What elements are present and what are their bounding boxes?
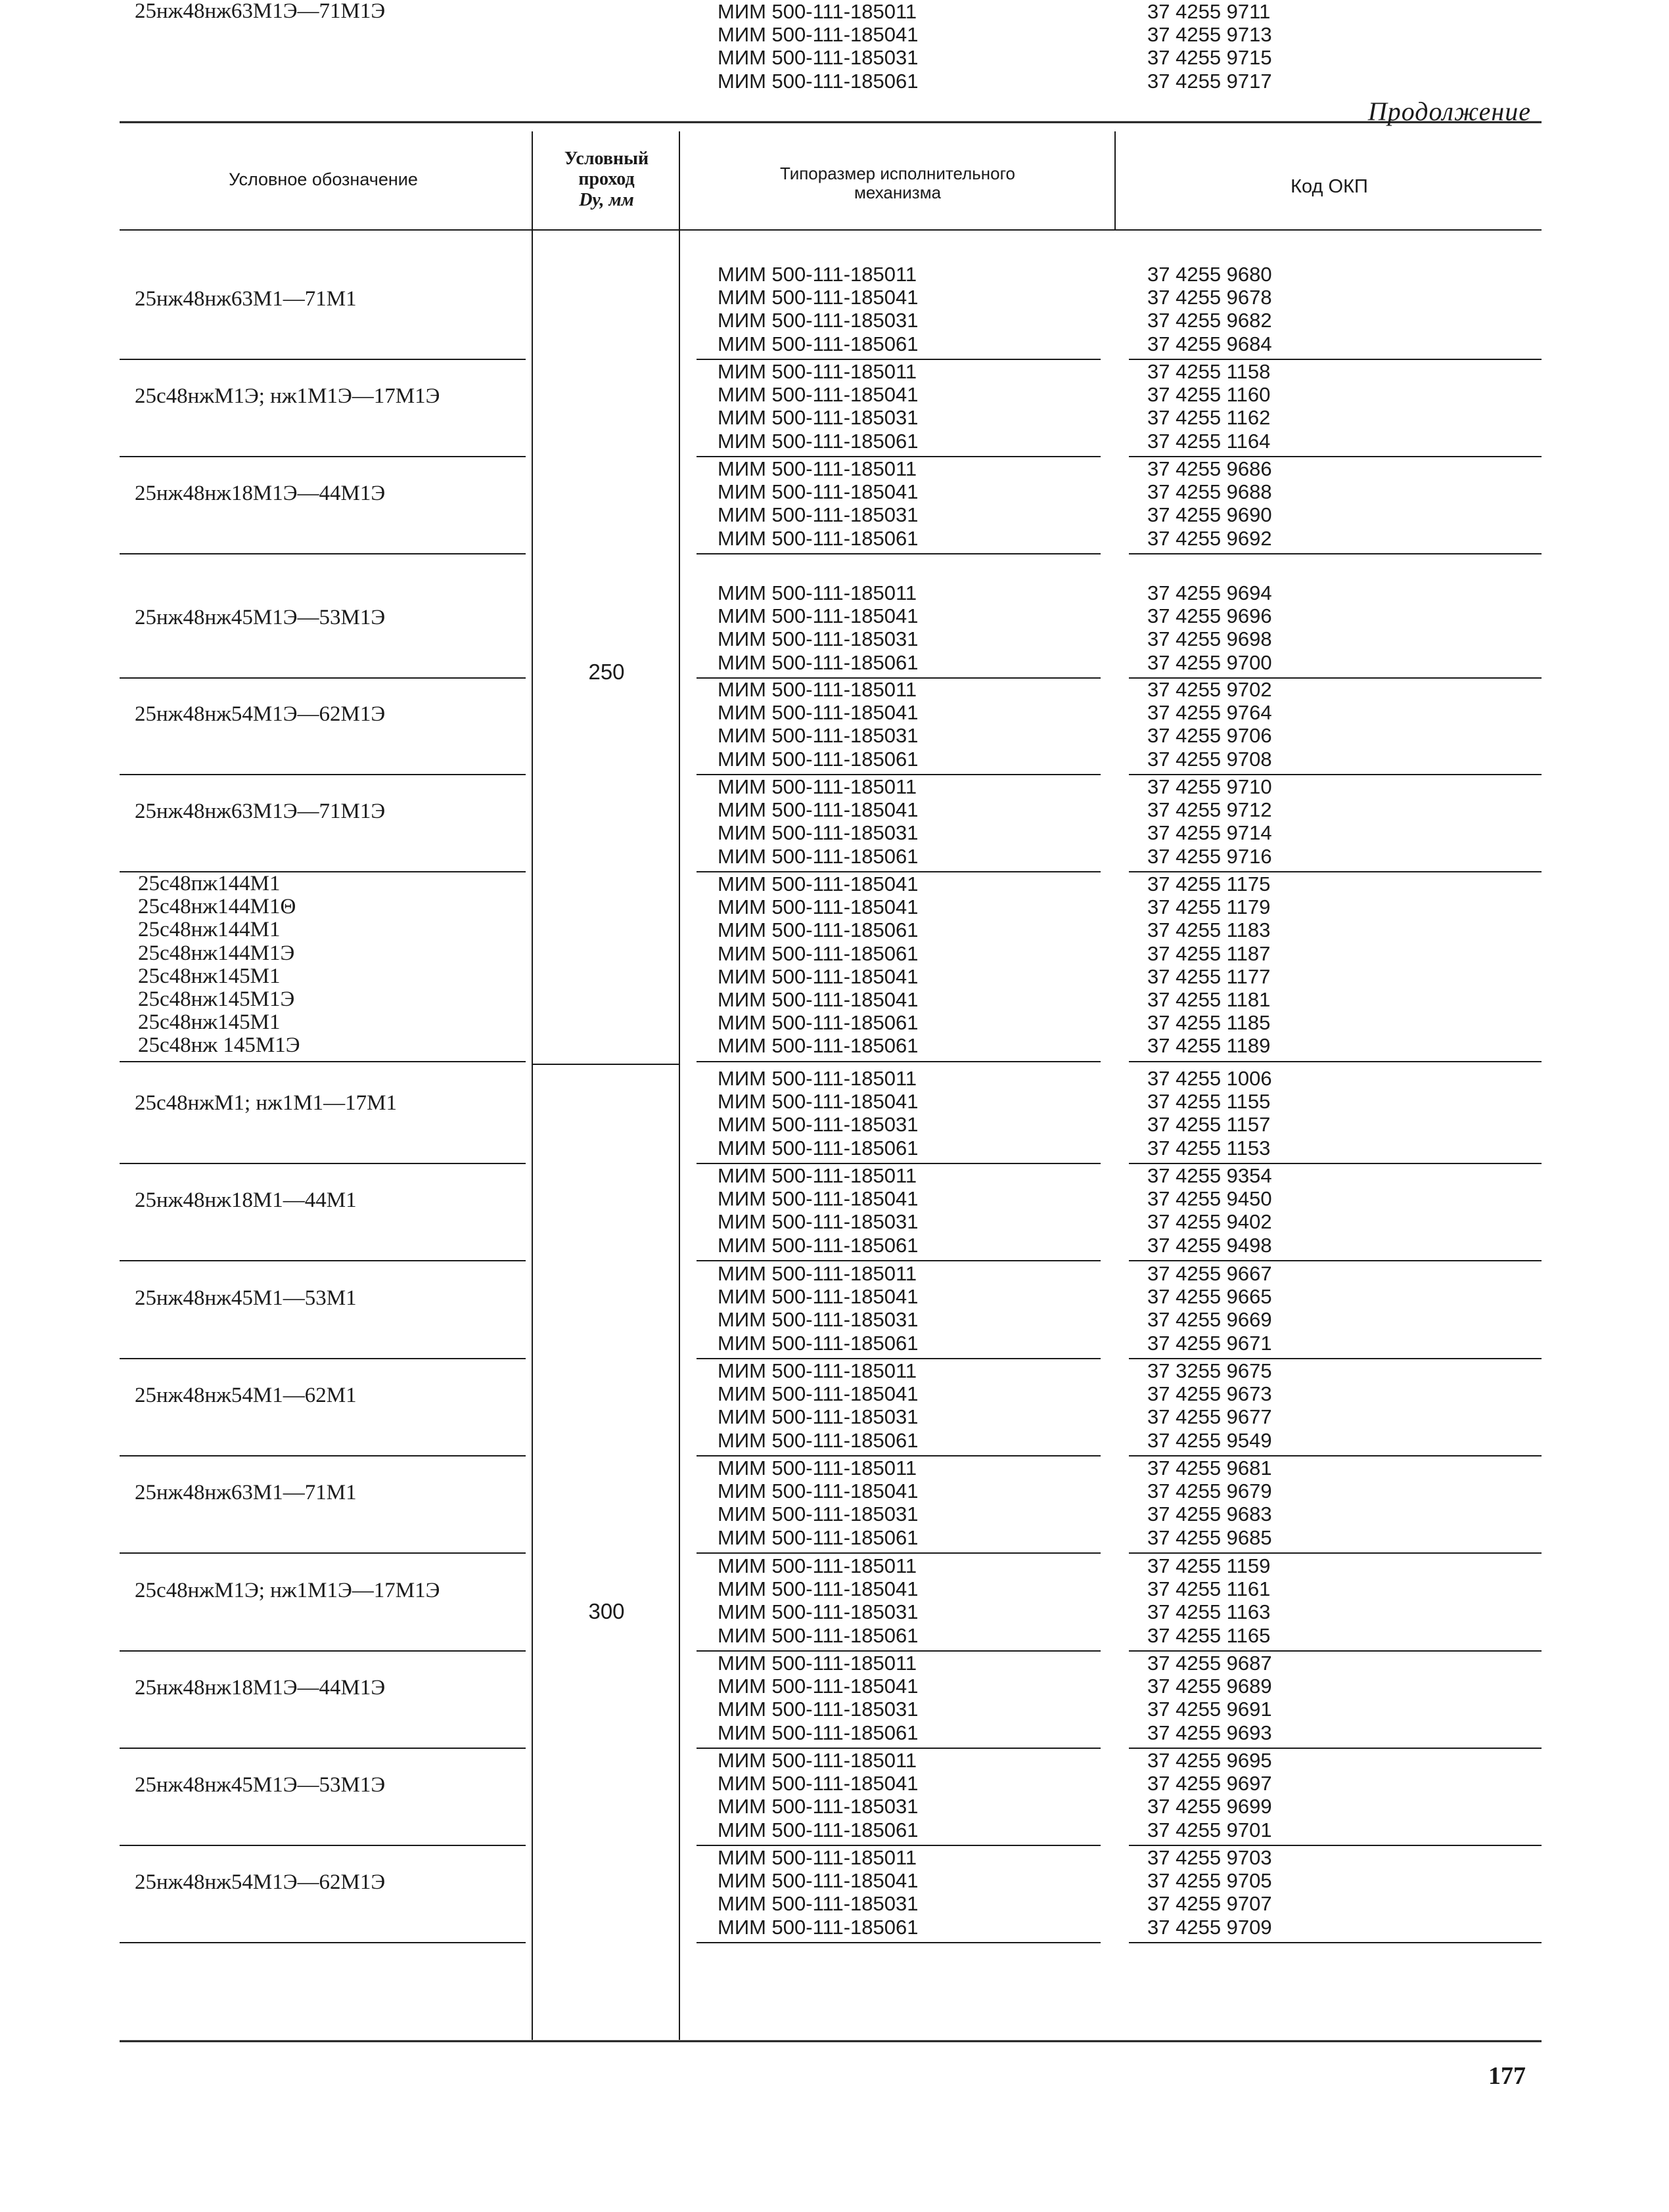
actuator-type: МИМ 500-111-185061: [718, 1525, 919, 1549]
okp-code: 37 3255 9675: [1147, 1359, 1272, 1382]
okp-code: 37 4255 1185: [1147, 1011, 1271, 1035]
okp-code: 37 4255 9697: [1147, 1772, 1272, 1795]
okp-code: 37 4255 9690: [1147, 503, 1272, 527]
actuator-type: МИМ 500-111-185041: [718, 798, 919, 822]
actuator-list: [718, 1067, 918, 1160]
designation-text: 25нж48нж45М1Э—53М1Э: [135, 1773, 386, 1797]
okp-code-list: [1147, 678, 1272, 771]
designation-text: 25нж48нж63М1—71М1: [135, 287, 357, 311]
designation-cell: [135, 606, 549, 629]
actuator-type: МИМ 500-111-185011: [718, 775, 917, 798]
okp-code: 37 4255 1158: [1147, 360, 1271, 383]
okp-code: 37 4255 1165: [1147, 1623, 1271, 1647]
okp-code: 37 4255 9685: [1147, 1525, 1272, 1549]
designation-text: 25с48нж145М1Э: [138, 987, 295, 1012]
actuator-type: МИМ 500-111-185011: [718, 1262, 917, 1285]
actuator-type: МИМ 500-111-185041: [718, 383, 919, 407]
okp-code: 37 4255 1160: [1147, 383, 1271, 407]
designation-text: 25с48нж144М1: [138, 918, 281, 942]
actuator-type: МИМ 500-111-185061: [718, 1428, 919, 1452]
okp-code-list: [1147, 1846, 1272, 1939]
designation-text: 25нж48нж54М1—62М1: [135, 1384, 357, 1408]
actuator-type: МИМ 500-111-185061: [718, 650, 919, 674]
designation-cell: [135, 1677, 549, 1700]
designation-text: 25нж48нж45М1Э—53М1Э: [135, 606, 386, 630]
actuator-type: МИМ 500-111-185041: [718, 23, 919, 47]
actuator-type: МИМ 500-111-185031: [718, 627, 919, 651]
actuator-type: МИМ 500-111-185011: [718, 1846, 917, 1869]
actuator-type: МИМ 500-111-185031: [718, 1600, 919, 1624]
actuator-list: [718, 775, 918, 868]
actuator-type: МИМ 500-111-185011: [718, 581, 917, 604]
okp-code: 37 4255 9713: [1147, 23, 1272, 47]
designation-cell: [135, 1579, 549, 1602]
actuator-list: [718, 581, 918, 674]
designation-text: 25нж48нж54М1Э—62М1Э: [135, 1870, 386, 1895]
actuator-type: МИМ 500-111-185011: [718, 1554, 917, 1577]
header-designation: Условное обозначение: [229, 169, 418, 189]
actuator-type: МИМ 500-111-185041: [718, 1187, 919, 1211]
designation-cell: [135, 1189, 549, 1212]
designation-cell: [135, 0, 549, 23]
actuator-list: [718, 0, 918, 93]
designation-cell: [135, 1092, 549, 1115]
nominal-size-300: 300: [588, 1599, 625, 1623]
actuator-type: МИМ 500-111-185041: [718, 1675, 919, 1698]
okp-code: 37 4255 9700: [1147, 650, 1272, 674]
actuator-type: МИМ 500-111-185061: [718, 526, 919, 550]
actuator-type: МИМ 500-111-185011: [718, 1359, 917, 1382]
okp-code: 37 4255 9686: [1147, 457, 1272, 480]
actuator-list: [718, 678, 918, 771]
actuator-type: МИМ 500-111-185041: [718, 1577, 919, 1601]
okp-code: 37 4255 9716: [1147, 844, 1272, 868]
header-actuator-line1: Типоразмер исполнительного: [779, 164, 1016, 183]
actuator-type: МИМ 500-111-185011: [718, 360, 917, 383]
actuator-type: МИМ 500-111-185061: [718, 69, 919, 93]
okp-code-list: [1147, 1067, 1272, 1160]
okp-code: 37 4255 1175: [1147, 872, 1271, 895]
okp-code: 37 4255 9354: [1147, 1164, 1272, 1187]
actuator-type: МИМ 500-111-185041: [718, 286, 919, 309]
actuator-list: [718, 360, 918, 453]
designation-text: 25нж48нж63М1Э—71М1Э: [135, 800, 386, 824]
header-nominal-size-line2: проход: [578, 169, 635, 190]
designation-text: 25нж48нж63М1—71М1: [135, 1481, 357, 1505]
okp-code: 37 4255 9701: [1147, 1818, 1272, 1841]
okp-code: 37 4255 9710: [1147, 775, 1272, 798]
okp-code: 37 4255 9677: [1147, 1405, 1272, 1429]
actuator-type: МИМ 500-111-185061: [718, 1331, 919, 1355]
okp-code: 37 4255 9498: [1147, 1233, 1272, 1257]
actuator-list: [718, 1359, 918, 1452]
okp-code: 37 4255 9694: [1147, 581, 1272, 604]
okp-code: 37 4255 9682: [1147, 309, 1272, 332]
header-nominal-size: [534, 148, 679, 210]
continued-label: Продолжение: [1367, 97, 1531, 126]
actuator-type: МИМ 500-111-185041: [718, 1090, 919, 1114]
page-number: 177: [1488, 2062, 1526, 2090]
okp-code: 37 4255 9549: [1147, 1428, 1272, 1452]
okp-code: 37 4255 9681: [1147, 1456, 1272, 1479]
designation-cell: [135, 800, 549, 823]
designation-text: 25с48нж 145М1Э: [138, 1033, 300, 1058]
okp-code: 37 4255 1162: [1147, 406, 1271, 430]
actuator-type: МИМ 500-111-185031: [718, 406, 919, 430]
designation-text: 25нж48нж18М1Э—44М1Э: [135, 482, 386, 506]
actuator-type: МИМ 500-111-185031: [718, 503, 919, 527]
okp-code: 37 4255 9714: [1147, 821, 1272, 845]
designation-text: 25нж48нж54М1Э—62М1Э: [135, 702, 386, 727]
okp-code: 37 4255 9671: [1147, 1331, 1272, 1355]
okp-code: 37 4255 1183: [1147, 918, 1271, 942]
nominal-size-250: 250: [588, 660, 625, 684]
designation-cell: [135, 385, 549, 408]
okp-code-list: [1147, 360, 1270, 453]
okp-code: 37 4255 9692: [1147, 526, 1272, 550]
okp-code: 37 4255 1179: [1147, 895, 1271, 919]
okp-code: 37 4255 9402: [1147, 1210, 1272, 1234]
actuator-type: МИМ 500-111-185041: [718, 964, 919, 988]
actuator-type: МИМ 500-111-185041: [718, 1285, 919, 1309]
okp-code: 37 4255 9696: [1147, 604, 1272, 628]
actuator-type: МИМ 500-111-185011: [718, 678, 917, 701]
actuator-type: МИМ 500-111-185041: [718, 987, 919, 1011]
okp-code: 37 4255 9708: [1147, 747, 1272, 771]
designation-text: 25с48пж144М1: [138, 872, 281, 895]
actuator-type: МИМ 500-111-185041: [718, 1772, 919, 1795]
okp-code: 37 4255 9693: [1147, 1721, 1272, 1744]
header-actuator: [681, 164, 1114, 202]
okp-code: 37 4255 9709: [1147, 1915, 1272, 1939]
okp-code: 37 4255 1187: [1147, 941, 1271, 965]
actuator-type: МИМ 500-111-185031: [718, 1405, 919, 1429]
actuator-type: МИМ 500-111-185061: [718, 1623, 919, 1647]
okp-code-list: [1147, 775, 1272, 868]
okp-code: 37 4255 9691: [1147, 1698, 1272, 1721]
okp-code: 37 4255 9673: [1147, 1382, 1272, 1406]
actuator-type: МИМ 500-111-185041: [718, 872, 919, 895]
designation-cell: [135, 703, 549, 726]
designation-text: 25с48нж145М1: [138, 1010, 281, 1035]
okp-code: 37 4255 9679: [1147, 1479, 1272, 1503]
actuator-type: МИМ 500-111-185061: [718, 1818, 919, 1841]
okp-code: 37 4255 9669: [1147, 1308, 1272, 1332]
okp-code: 37 4255 9688: [1147, 480, 1272, 504]
designation-cell: [135, 1287, 549, 1310]
actuator-type: МИМ 500-111-185031: [718, 1698, 919, 1721]
actuator-list: [718, 1262, 918, 1355]
actuator-type: МИМ 500-111-185041: [718, 1479, 919, 1503]
okp-code: 37 4255 9667: [1147, 1262, 1272, 1285]
okp-code: 37 4255 9707: [1147, 1892, 1272, 1916]
okp-code: 37 4255 9715: [1147, 46, 1272, 70]
header-actuator-line2: механизма: [854, 183, 942, 203]
actuator-list: [718, 872, 918, 1058]
actuator-type: МИМ 500-111-185061: [718, 1721, 919, 1744]
actuator-list: [718, 1456, 918, 1549]
okp-code-list: [1147, 581, 1272, 674]
okp-code: 37 4255 9703: [1147, 1846, 1272, 1869]
actuator-type: МИМ 500-111-185041: [718, 1382, 919, 1406]
actuator-type: МИМ 500-111-185011: [718, 0, 917, 23]
actuator-type: МИМ 500-111-185041: [718, 604, 919, 628]
okp-code-list: [1147, 457, 1272, 550]
okp-code: 37 4255 9711: [1147, 0, 1271, 23]
header-nominal-size-line1: Условный: [564, 148, 649, 169]
okp-code: 37 4255 9702: [1147, 678, 1272, 701]
designation-text: 25с48нжМ1Э; нж1М1Э—17М1Э: [135, 1579, 440, 1603]
okp-code-list: [1147, 1456, 1272, 1549]
designation-text: 25с48нж144М1Θ: [138, 895, 296, 919]
okp-code-list: [1147, 1749, 1272, 1841]
actuator-type: МИМ 500-111-185061: [718, 1136, 919, 1160]
actuator-type: МИМ 500-111-185061: [718, 747, 919, 771]
okp-code-list: [1147, 872, 1270, 1058]
actuator-list: [718, 263, 918, 355]
okp-code-list: [1147, 263, 1272, 355]
actuator-type: МИМ 500-111-185061: [718, 1233, 919, 1257]
okp-code: 37 4255 9683: [1147, 1502, 1272, 1526]
actuator-type: МИМ 500-111-185061: [718, 1915, 919, 1939]
actuator-type: МИМ 500-111-185061: [718, 429, 919, 453]
actuator-type: МИМ 500-111-185011: [718, 1067, 917, 1090]
designation-cell: [135, 1384, 549, 1407]
actuator-type: МИМ 500-111-185031: [718, 1113, 919, 1137]
okp-code: 37 4255 9706: [1147, 724, 1272, 748]
designation-cell: [135, 1871, 549, 1894]
okp-code-list: [1147, 1359, 1272, 1452]
okp-code: 37 4255 9698: [1147, 627, 1272, 651]
designation-text: 25с48нж145М1: [138, 964, 281, 988]
actuator-list: [718, 1554, 918, 1647]
designation-text: 25нж48нж45М1—53М1: [135, 1286, 357, 1311]
actuator-type: МИМ 500-111-185061: [718, 844, 919, 868]
okp-code: 37 4255 1177: [1147, 964, 1271, 988]
designation-text: 25нж48нж18М1—44М1: [135, 1188, 357, 1213]
okp-code: 37 4255 1153: [1147, 1136, 1271, 1160]
actuator-type: МИМ 500-111-185061: [718, 918, 919, 942]
designation-cell: [135, 1774, 549, 1797]
okp-code: 37 4255 9450: [1147, 1187, 1272, 1211]
okp-code: 37 4255 1159: [1147, 1554, 1271, 1577]
actuator-list: [718, 1164, 918, 1257]
okp-code-list: [1147, 1164, 1272, 1257]
actuator-type: МИМ 500-111-185041: [718, 1869, 919, 1893]
okp-code: 37 4255 9689: [1147, 1675, 1272, 1698]
okp-code: 37 4255 9684: [1147, 332, 1272, 355]
designation-cell: [138, 872, 552, 1058]
actuator-type: МИМ 500-111-185031: [718, 1308, 919, 1332]
actuator-list: [718, 457, 918, 550]
actuator-type: МИМ 500-111-185031: [718, 46, 919, 70]
actuator-type: МИМ 500-111-185031: [718, 309, 919, 332]
actuator-type: МИМ 500-111-185031: [718, 1892, 919, 1916]
actuator-list: [718, 1846, 918, 1939]
okp-code: 37 4255 1189: [1147, 1034, 1271, 1058]
designation-text: 25нж48нж63М1Э—71М1Э: [135, 0, 386, 23]
designation-cell: [135, 1481, 549, 1504]
okp-code: 37 4255 1161: [1147, 1577, 1271, 1601]
okp-code: 37 4255 9717: [1147, 69, 1272, 93]
header-okp-code: Код ОКП: [1291, 176, 1368, 197]
okp-code-list: [1147, 1262, 1272, 1355]
actuator-type: МИМ 500-111-185061: [718, 941, 919, 965]
okp-code: 37 4255 9680: [1147, 263, 1272, 286]
designation-text: 25с48нжМ1; нж1М1—17М1: [135, 1091, 398, 1116]
actuator-type: МИМ 500-111-185011: [718, 1749, 917, 1772]
actuator-type: МИМ 500-111-185011: [718, 1164, 917, 1187]
actuator-type: МИМ 500-111-185011: [718, 1456, 917, 1479]
designation-text: 25с48нжМ1Э; нж1М1Э—17М1Э: [135, 384, 440, 409]
actuator-type: МИМ 500-111-185031: [718, 724, 919, 748]
okp-code: 37 4255 9695: [1147, 1749, 1272, 1772]
okp-code: 37 4255 9764: [1147, 701, 1272, 725]
designation-cell: [135, 482, 549, 505]
okp-code: 37 4255 9705: [1147, 1869, 1272, 1893]
actuator-list: [718, 1749, 918, 1841]
okp-code: 37 4255 1163: [1147, 1600, 1271, 1624]
okp-code: 37 4255 1164: [1147, 429, 1271, 453]
actuator-type: МИМ 500-111-185041: [718, 480, 919, 504]
actuator-type: МИМ 500-111-185041: [718, 701, 919, 725]
okp-code: 37 4255 1157: [1147, 1113, 1271, 1137]
okp-code: 37 4255 1181: [1147, 987, 1271, 1011]
okp-code: 37 4255 9712: [1147, 798, 1272, 822]
designation-text: 25с48нж144М1Э: [138, 941, 295, 965]
actuator-type: МИМ 500-111-185031: [718, 1795, 919, 1818]
okp-code: 37 4255 9699: [1147, 1795, 1272, 1818]
okp-code: 37 4255 1155: [1147, 1090, 1271, 1114]
actuator-type: МИМ 500-111-185011: [718, 263, 917, 286]
actuator-list: [718, 1652, 918, 1744]
header-nominal-size-line3: Dу, мм: [579, 189, 634, 210]
okp-code-list: [1147, 0, 1272, 93]
okp-code: 37 4255 9687: [1147, 1652, 1272, 1675]
actuator-type: МИМ 500-111-185061: [718, 1034, 919, 1058]
actuator-type: МИМ 500-111-185011: [718, 1652, 917, 1675]
actuator-type: МИМ 500-111-185041: [718, 895, 919, 919]
actuator-type: МИМ 500-111-185031: [718, 1502, 919, 1526]
actuator-type: МИМ 500-111-185061: [718, 1011, 919, 1035]
designation-cell: [135, 288, 549, 311]
okp-code: 37 4255 9665: [1147, 1285, 1272, 1309]
designation-text: 25нж48нж18М1Э—44М1Э: [135, 1676, 386, 1700]
okp-code-list: [1147, 1554, 1270, 1647]
okp-code: 37 4255 1006: [1147, 1067, 1272, 1090]
actuator-type: МИМ 500-111-185061: [718, 332, 919, 355]
actuator-type: МИМ 500-111-185031: [718, 821, 919, 845]
okp-code: 37 4255 9678: [1147, 286, 1272, 309]
actuator-type: МИМ 500-111-185011: [718, 457, 917, 480]
okp-code-list: [1147, 1652, 1272, 1744]
actuator-type: МИМ 500-111-185031: [718, 1210, 919, 1234]
